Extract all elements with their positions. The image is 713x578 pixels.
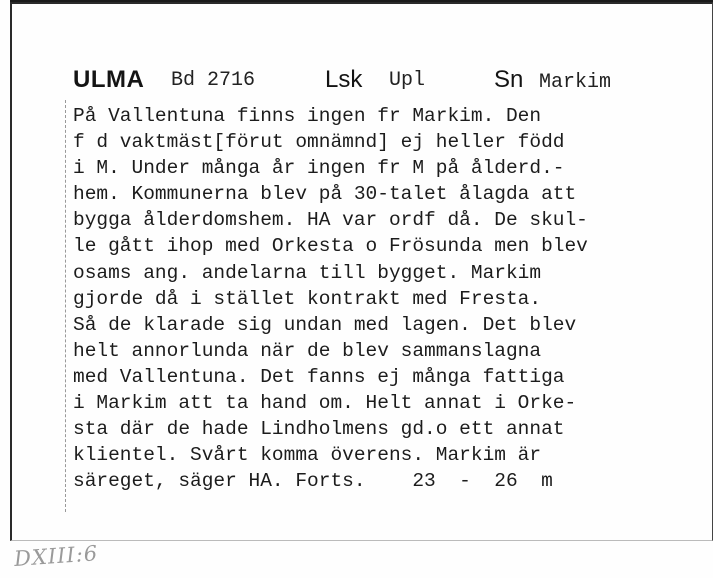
card-body-text — [73, 103, 703, 494]
margin-rule — [65, 100, 66, 512]
text-line: le gått ihop med Orkesta o Frösunda men blev — [73, 235, 588, 258]
volume-reference: Bd 2716 — [171, 69, 256, 92]
handwritten-archive-mark: DXIII:6 — [13, 541, 99, 571]
text-line: Så de klarade sig undan med lagen. Det blev — [73, 313, 577, 336]
text-line: helt annorlunda när de blev sammanslagna — [73, 339, 542, 362]
text-line: i Markim att ta hand om. Helt annat i Orke- — [73, 392, 577, 415]
text-line: klientel. Svårt komma överens. Markim är — [73, 444, 542, 467]
text-line: På Vallentuna finns ingen fr Markim. Den — [73, 105, 542, 127]
text-line: hem. Kommunerna blev på 30-talet ålagda att — [73, 183, 577, 206]
text-line: f d vaktmäst[förut omnämnd] ej heller född — [73, 131, 565, 154]
text-line: med Vallentuna. Det fanns ej många fattiga — [73, 365, 565, 388]
text-line: gjorde då i stället kontrakt med Fresta. — [73, 287, 542, 310]
text-line: säreget, säger HA. Forts. 23 - 26 m — [73, 470, 553, 493]
province-label: Lsk — [325, 66, 363, 93]
text-line: i M. Under många år ingen fr M på ålderd.- — [73, 157, 565, 180]
archive-label: ULMA — [73, 66, 145, 93]
parish-value: Markim — [539, 71, 612, 94]
card-header — [0, 64, 713, 100]
province-value: Upl — [389, 69, 426, 92]
text-line: bygga ålderdomshem. HA var ordf då. De skul- — [73, 209, 588, 232]
text-line: sta där de hade Lindholmens gd.o ett annat — [73, 418, 565, 441]
text-line: osams ang. andelarna till bygget. Markim — [73, 261, 542, 284]
parish-label: Sn — [494, 66, 524, 93]
